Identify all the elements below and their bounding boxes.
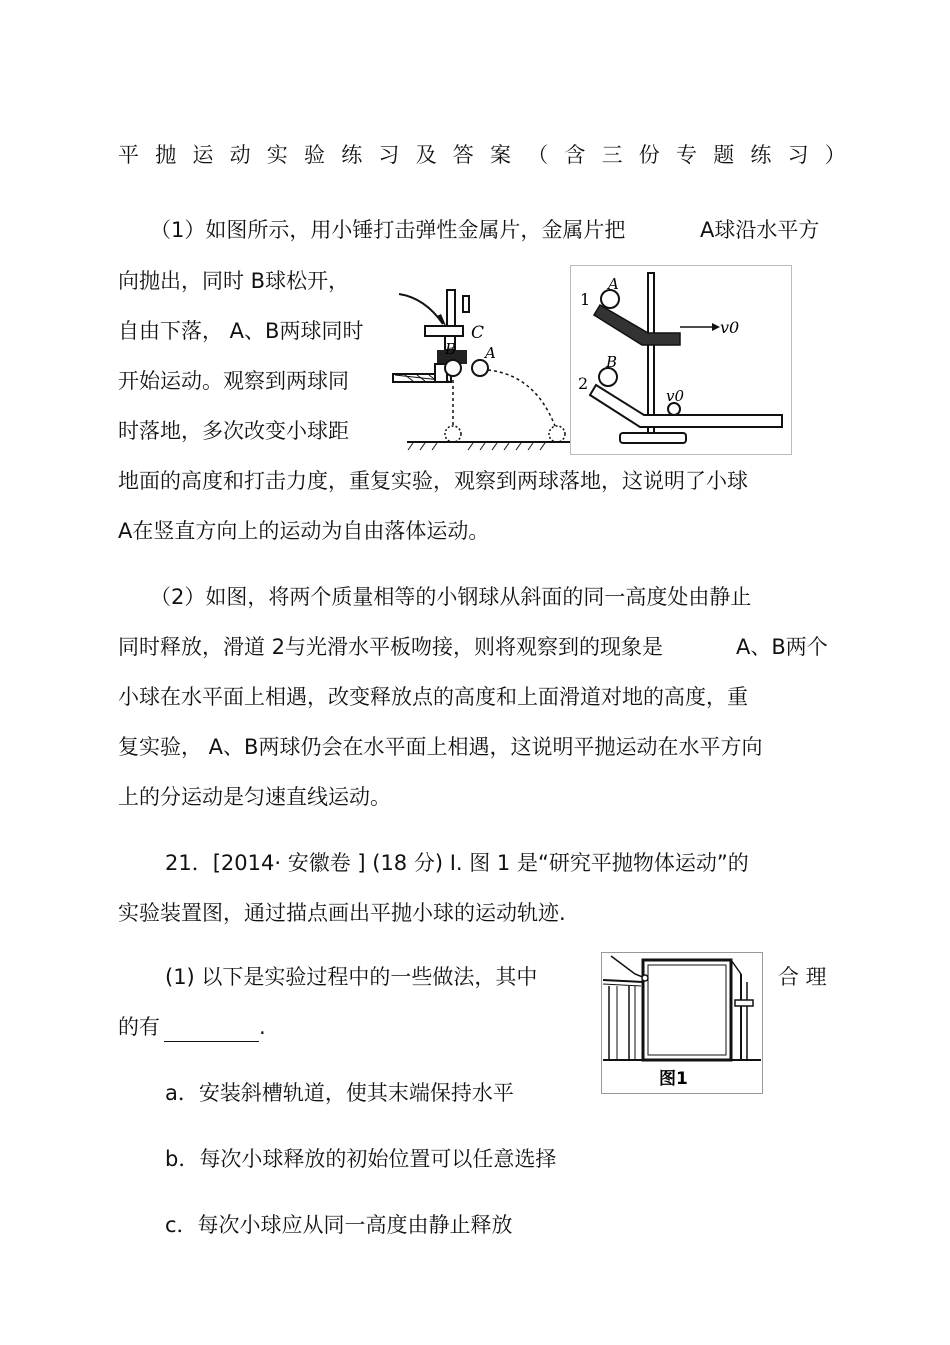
p1-line-3: 自由下落， A、B两球同时 bbox=[118, 319, 364, 343]
p1-line-4: 开始运动。观察到两球同 bbox=[118, 369, 349, 393]
p2-line-2b: A、B两个 bbox=[736, 635, 828, 659]
answer-blank bbox=[164, 1019, 259, 1042]
option-b: b．每次小球释放的初始位置可以任意选择 bbox=[165, 1147, 557, 1171]
p1-line-6: 地面的高度和打击力度，重复实验，观察到两球落地，这说明了小球 bbox=[118, 469, 748, 493]
label-a: A bbox=[485, 344, 496, 362]
p1-line-7: A在竖直方向上的运动为自由落体运动。 bbox=[118, 519, 490, 543]
label-ball-a: A bbox=[608, 275, 619, 293]
p1-line-1: （1）如图所示，用小锤打击弹性金属片，金属片把 bbox=[150, 218, 626, 242]
q21-line-3a: (1) 以下是实验过程中的一些做法，其中 bbox=[165, 965, 538, 989]
q21-line-4 bbox=[118, 1012, 266, 1042]
label-b: B bbox=[445, 340, 457, 358]
option-c: c．每次小球应从同一高度由静止释放 bbox=[165, 1213, 513, 1237]
option-a: a．安装斜槽轨道，使其末端保持水平 bbox=[165, 1081, 514, 1105]
q21-line-1: 21．[2014· 安徽卷 ] (18 分) Ⅰ. 图 1 是“研究平抛物体运动”的 bbox=[165, 851, 749, 875]
q21-line-3b: 合 理 bbox=[778, 965, 827, 989]
p1-line-1b: A球沿水平方 bbox=[700, 218, 820, 242]
p2-line-2a: 同时释放，滑道 2与光滑水平板吻接，则将观察到的现象是 bbox=[118, 635, 664, 659]
q21-line-2: 实验装置图，通过描点画出平抛小球的运动轨迹. bbox=[118, 901, 566, 925]
label-track-2: 2 bbox=[578, 374, 589, 393]
p2-line-3: 小球在水平面上相遇，改变释放点的高度和上面滑道对地的高度，重 bbox=[118, 685, 748, 709]
q21-line-4-text: 的有 bbox=[118, 1015, 160, 1039]
figure-caption: 图1 bbox=[659, 1069, 688, 1089]
label-ball-b: B bbox=[606, 353, 618, 371]
double-incline-figure bbox=[570, 265, 792, 455]
label-c: C bbox=[471, 323, 485, 343]
page-title: 平抛运动实验练习及答案（含三份专题练习） bbox=[118, 143, 862, 167]
p1-line-2: 向抛出，同时 B球松开， bbox=[118, 269, 350, 293]
p2-line-4: 复实验， A、B两球仍会在水平面上相遇，这说明平抛运动在水平方向 bbox=[118, 735, 763, 759]
q21-line-4-end: . bbox=[259, 1015, 266, 1039]
p1-line-5: 时落地，多次改变小球距 bbox=[118, 419, 349, 443]
p2-line-5: 上的分运动是匀速直线运动。 bbox=[118, 785, 391, 809]
label-track-1: 1 bbox=[580, 290, 591, 309]
label-v0-top: v0 bbox=[720, 318, 740, 337]
projectile-board-figure bbox=[601, 952, 763, 1094]
p2-line-1: （2）如图，将两个质量相等的小钢球从斜面的同一高度处由静止 bbox=[150, 585, 752, 609]
hammer-apparatus-figure bbox=[385, 280, 570, 452]
label-v0-bottom: v0 bbox=[666, 387, 685, 405]
